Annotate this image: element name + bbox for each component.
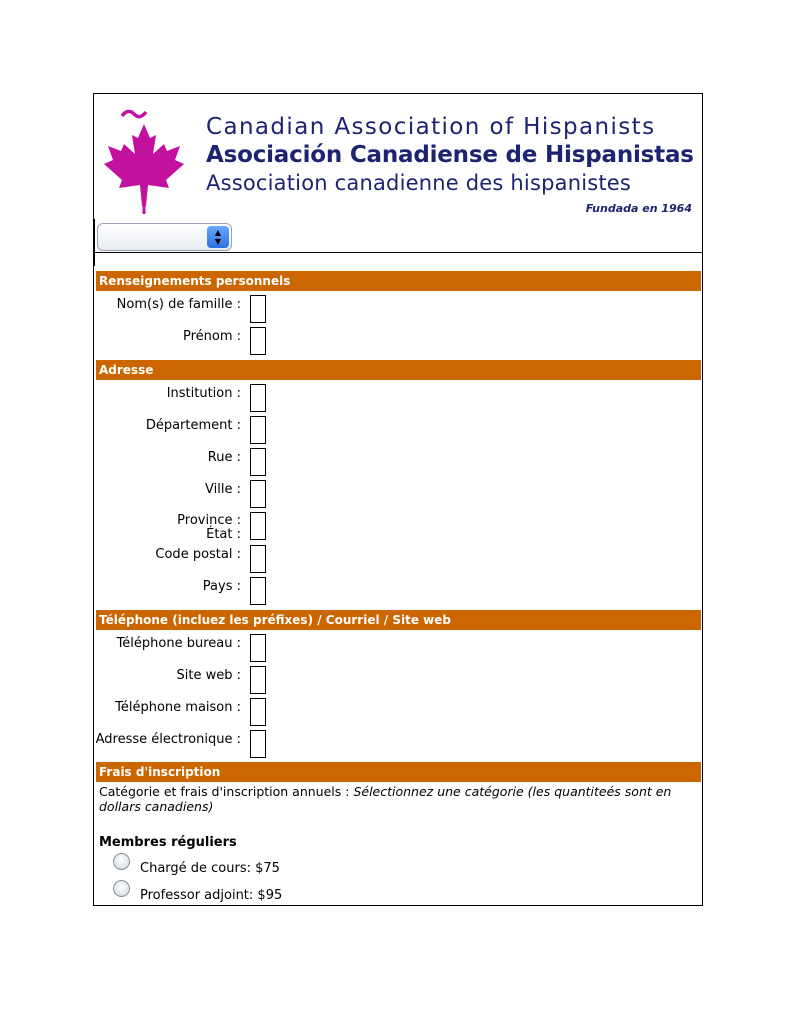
surname-label: Nom(s) de famille : — [116, 297, 241, 312]
email-label: Adresse électronique : — [95, 732, 241, 747]
language-select[interactable] — [97, 223, 232, 251]
country-input[interactable] — [250, 577, 266, 605]
association-name-spanish: Asociación Canadiense de Hispanistas — [206, 142, 694, 168]
fee-option-radio-assistant-professor[interactable] — [113, 880, 130, 897]
surname-input[interactable] — [250, 295, 266, 323]
founded-year: Fundada en 1964 — [585, 202, 692, 215]
street-label: Rue : — [207, 450, 241, 465]
frame-divider — [702, 219, 703, 266]
fees-intro: Catégorie et frais d'inscription annuels : — [99, 784, 354, 799]
header-divider — [94, 252, 702, 253]
fee-option-label-lecturer: Chargé de cours: $75 — [140, 861, 280, 876]
section-contact: Téléphone (incluez les préfixes) / Courriel / Site web — [96, 610, 701, 630]
province-label: Province : — [177, 513, 241, 528]
institution-label: Institution : — [166, 386, 241, 401]
department-label: Département : — [145, 418, 241, 433]
home-phone-label: Téléphone maison : — [115, 700, 241, 715]
city-input[interactable] — [250, 480, 266, 508]
work-phone-label: Téléphone bureau : — [116, 636, 241, 651]
association-header — [94, 94, 702, 254]
province-input[interactable] — [250, 512, 266, 540]
association-name-english: Canadian Association of Hispanists — [206, 114, 656, 140]
work-phone-input[interactable] — [250, 634, 266, 662]
home-phone-input[interactable] — [250, 698, 266, 726]
registration-form — [93, 93, 703, 906]
firstname-input[interactable] — [250, 327, 266, 355]
regular-members-heading: Membres réguliers — [99, 835, 237, 850]
frame-divider — [94, 219, 95, 266]
section-fees: Frais d'inscription — [96, 762, 701, 782]
website-label: Site web : — [176, 668, 241, 683]
website-input[interactable] — [250, 666, 266, 694]
postal-code-input[interactable] — [250, 545, 266, 573]
department-input[interactable] — [250, 416, 266, 444]
maple-leaf-logo-icon — [98, 102, 190, 214]
street-input[interactable] — [250, 448, 266, 476]
association-name-french: Association canadienne des hispanistes — [206, 171, 632, 195]
fees-instruction: Sélectionnez une catégorie (les quantiteés sont en dollars canadiens) — [99, 784, 672, 814]
section-address: Adresse — [96, 360, 701, 380]
fee-option-label-assistant-professor: Professor adjoint: $95 — [140, 888, 283, 903]
email-input[interactable] — [250, 730, 266, 758]
postal-code-label: Code postal : — [155, 547, 241, 562]
country-label: Pays : — [202, 579, 241, 594]
section-personal-info: Renseignements personnels — [96, 271, 701, 291]
city-label: Ville : — [205, 482, 241, 497]
state-label: État : — [206, 527, 241, 542]
fees-description — [99, 784, 694, 814]
institution-input[interactable] — [250, 384, 266, 412]
firstname-label: Prénom : — [182, 329, 241, 344]
fee-option-radio-lecturer[interactable] — [113, 853, 130, 870]
select-arrows-icon: ▲ ▼ — [207, 226, 229, 248]
